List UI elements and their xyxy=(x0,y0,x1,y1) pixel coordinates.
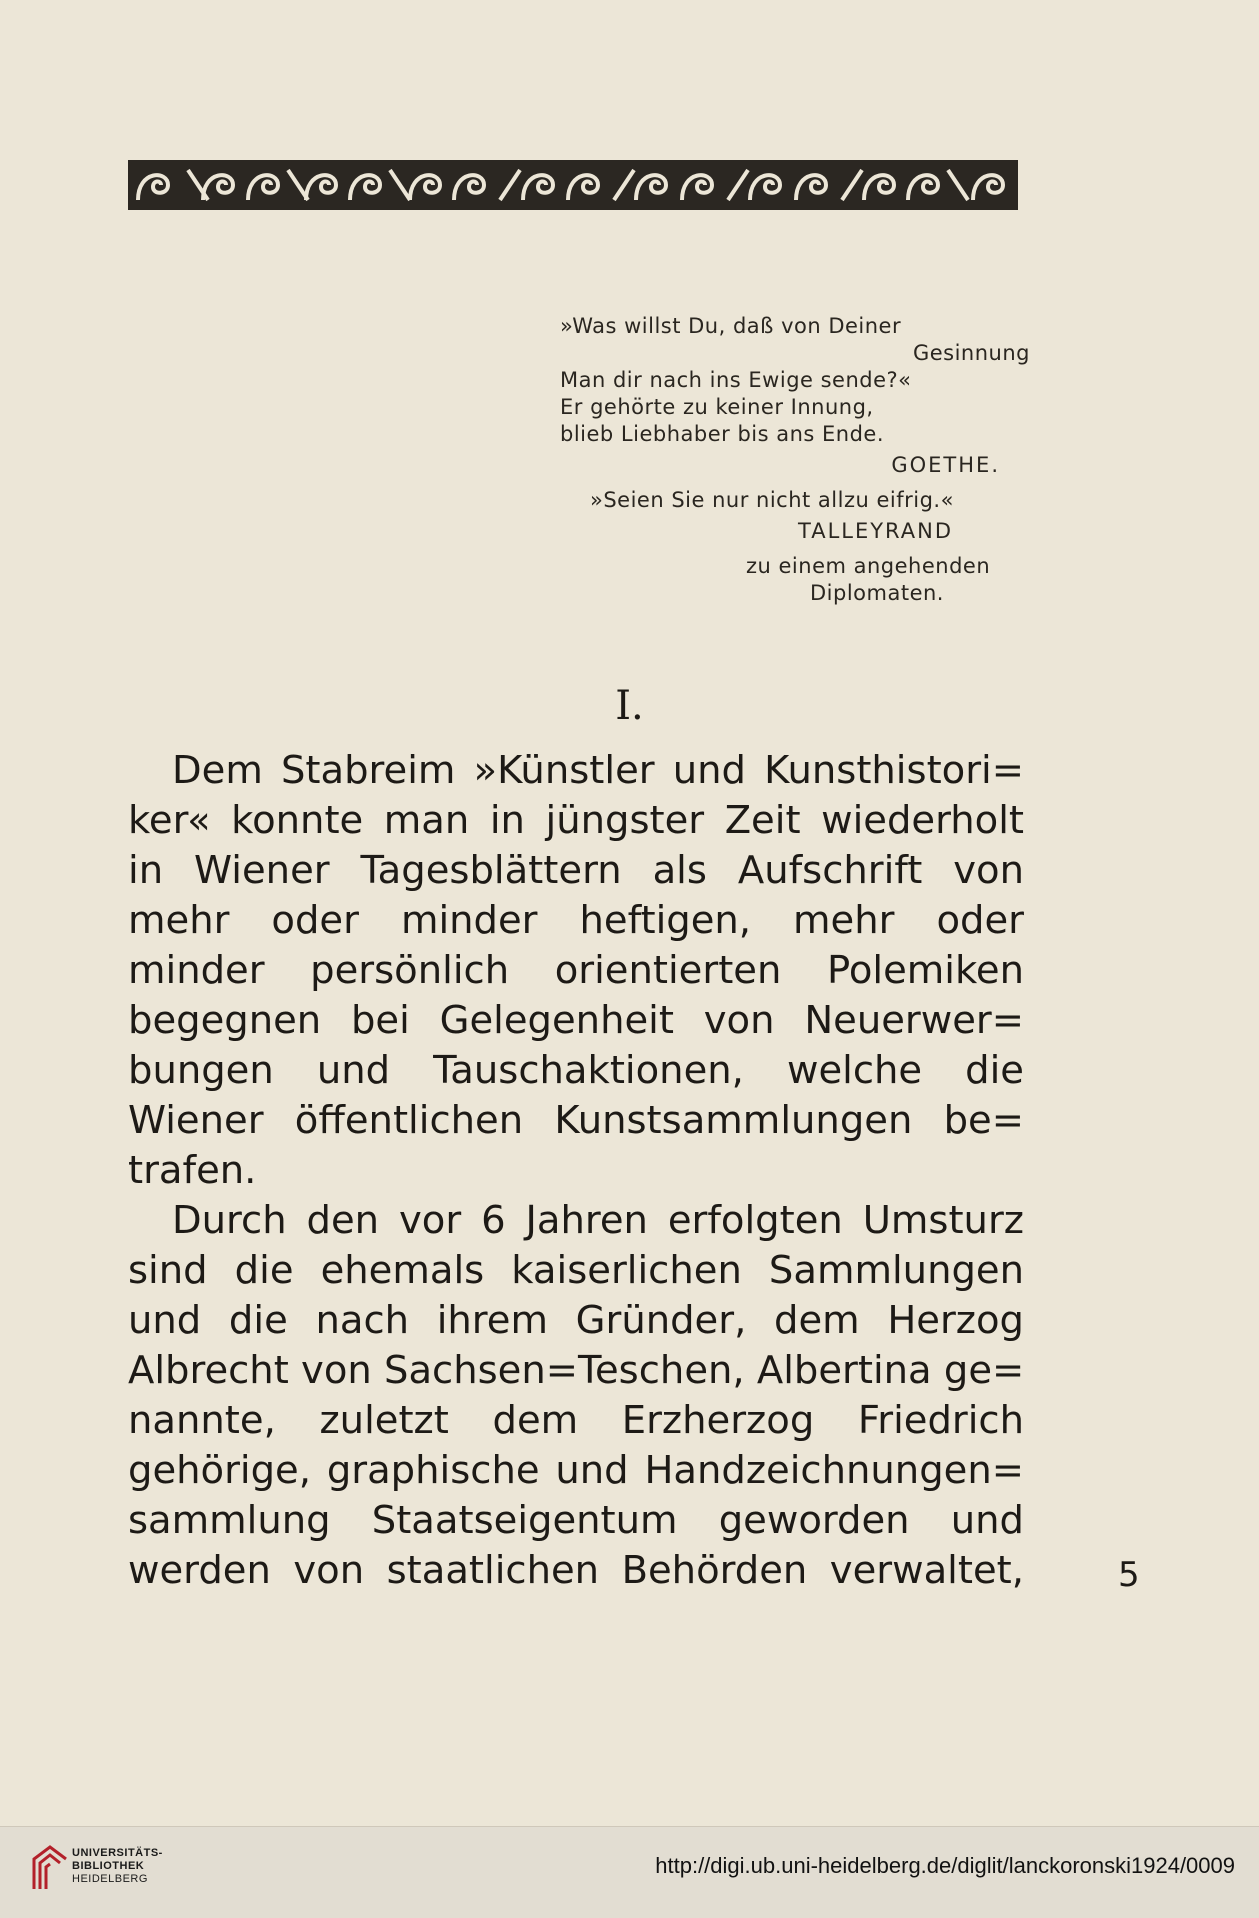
page-number: 5 xyxy=(1118,1555,1140,1595)
library-name xyxy=(72,1847,163,1886)
body-text xyxy=(128,746,1024,1596)
text-line: nannte, zuletzt dem Erzherzog Friedrich xyxy=(128,1398,1024,1443)
text-line: werden von staatlichen Behörden verwaltet, xyxy=(128,1548,1024,1593)
text-line: begegnen bei Gelegenheit von Neuerwer= xyxy=(128,998,1024,1043)
text-line: Wiener öffentlichen Kunstsammlungen be= xyxy=(128,1098,1024,1143)
ornamental-border-icon xyxy=(128,160,1018,210)
text-line: in Wiener Tagesblättern als Aufschrift von xyxy=(128,848,1024,893)
text-line: Albrecht von Sachsen=Teschen, Albertina ge= xyxy=(128,1348,1025,1393)
epigraph-talleyrand xyxy=(590,487,1030,607)
text-line: bungen und Tauschaktionen, welche die xyxy=(128,1048,1024,1093)
text-line: minder persönlich orientierten Polemiken xyxy=(128,948,1024,993)
footer-bar xyxy=(0,1826,1259,1918)
text-line: Durch den vor 6 Jahren erfolgten Umsturz xyxy=(172,1198,1024,1243)
epigraph-line: blieb Liebhaber bis ans Ende. xyxy=(560,422,885,446)
epigraph-line: Gesinnung xyxy=(912,341,1030,365)
source-url-link[interactable]: http://digi.ub.uni-heidelberg.de/diglit/lanckoronski1924/0009 xyxy=(655,1853,1235,1878)
epigraph-line: »Was willst Du, daß von Deiner xyxy=(560,314,902,338)
library-logo-icon xyxy=(28,1839,72,1897)
text-line: trafen. xyxy=(128,1148,257,1193)
epigraph-line: »Seien Sie nur nicht allzu eifrig.« xyxy=(590,488,954,512)
library-name-line: UNIVERSITÄTS- xyxy=(72,1847,163,1859)
epigraph-note: zu einem angehenden xyxy=(746,554,991,578)
text-line: sammlung Staatseigentum geworden und xyxy=(128,1498,1024,1543)
epigraph-author: TALLEYRAND xyxy=(798,519,954,543)
library-name-line: HEIDELBERG xyxy=(72,1873,148,1885)
library-name-line: BIBLIOTHEK xyxy=(72,1860,145,1872)
chapter-number: I. xyxy=(615,683,644,729)
epigraph-line: Man dir nach ins Ewige sende?« xyxy=(560,368,912,392)
text-line: Dem Stabreim »Künstler und Kunsthistori= xyxy=(172,748,1024,793)
epigraph-line: Er gehörte zu keiner Innung, xyxy=(560,395,874,419)
epigraph-goethe xyxy=(560,313,1030,479)
text-line: mehr oder minder heftigen, mehr oder xyxy=(128,898,1024,943)
text-line: und die nach ihrem Gründer, dem Herzog xyxy=(128,1298,1024,1343)
epigraph-author: GOETHE. xyxy=(891,453,1000,477)
text-line: gehörige, graphische und Handzeichnungen= xyxy=(128,1448,1024,1493)
epigraph-note: Diplomaten. xyxy=(810,581,944,605)
text-line: ker« konnte man in jüngster Zeit wiederholt xyxy=(128,798,1024,843)
text-line: sind die ehemals kaiserlichen Sammlungen xyxy=(128,1248,1024,1293)
